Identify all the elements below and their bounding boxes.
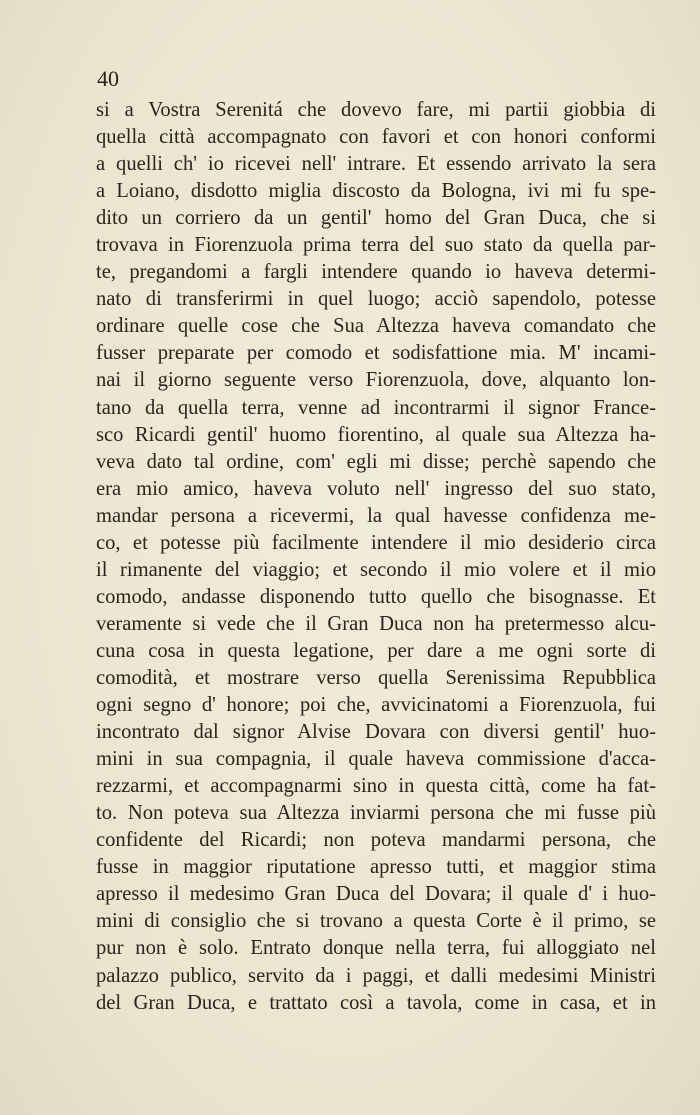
text-line: comodo, andasse disponendo tutto quello che bisognasse. Et bbox=[96, 585, 656, 608]
text-line: apresso il medesimo Gran Duca del Dovara; il quale d' i huo- bbox=[96, 883, 656, 906]
text-line: del Gran Duca, e trattato così a tavola, come in casa, et in bbox=[96, 991, 656, 1014]
text-line: a quelli ch' io ricevei nell' intrare. Et essendo arrivato la sera bbox=[96, 153, 656, 176]
text-line: incontrato dal signor Alvise Dovara con diversi gentil' huo- bbox=[96, 721, 656, 744]
text-line: trovava in Fiorenzuola prima terra del suo stato da quella par- bbox=[96, 234, 656, 257]
text-line: nato di transferirmi in quel luogo; acciò sapendolo, potesse bbox=[96, 288, 656, 311]
text-line: fusse in maggior riputatione apresso tutti, et maggior stima bbox=[96, 856, 656, 879]
text-line: veva dato tal ordine, com' egli mi disse; perchè sapendo che bbox=[96, 450, 656, 473]
text-line: rezzarmi, et accompagnarmi sino in questa città, come ha fat- bbox=[96, 775, 656, 798]
body-text bbox=[96, 97, 656, 1017]
text-line: sco Ricardi gentil' huomo fiorentino, al quale sua Altezza ha- bbox=[96, 423, 656, 446]
text-line: ogni segno d' honore; poi che, avvicinatomi a Fiorenzuola, fui bbox=[96, 694, 656, 717]
text-line: comodità, et mostrare verso quella Serenissima Repubblica bbox=[96, 666, 656, 689]
text-line: to. Non poteva sua Altezza inviarmi persona che mi fusse più bbox=[96, 802, 656, 825]
page-number: 40 bbox=[97, 66, 119, 91]
text-line: mini in sua compagnia, il quale haveva commissione d'acca- bbox=[96, 748, 656, 771]
text-line: era mio amico, haveva voluto nell' ingresso del suo stato, bbox=[96, 477, 656, 500]
text-line: cuna cosa in questa legatione, per dare a me ogni sorte di bbox=[96, 639, 656, 662]
text-line: confidente del Ricardi; non poteva mandarmi persona, che bbox=[96, 829, 656, 852]
text-line: ordinare quelle cose che Sua Altezza haveva comandato che bbox=[96, 315, 656, 338]
text-line: fusser preparate per comodo et sodisfattione mia. M' incami- bbox=[96, 342, 656, 365]
text-line: quella città accompagnato con favori et con honori conformi bbox=[96, 126, 656, 149]
text-line: mini di consiglio che si trovano a questa Corte è il primo, se bbox=[96, 910, 656, 933]
text-line: tano da quella terra, venne ad incontrarmi il signor France- bbox=[96, 396, 656, 419]
text-line: pur non è solo. Entrato donque nella terra, fui alloggiato nel bbox=[96, 937, 656, 960]
text-line: te, pregandomi a fargli intendere quando io haveva determi- bbox=[96, 261, 656, 284]
text-line: nai il giorno seguente verso Fiorenzuola, dove, alquanto lon- bbox=[96, 369, 656, 392]
text-line: dito un corriero da un gentil' homo del Gran Duca, che si bbox=[96, 207, 656, 230]
text-line: veramente si vede che il Gran Duca non ha pretermesso alcu- bbox=[96, 612, 656, 635]
text-line: si a Vostra Serenitá che dovevo fare, mi partii giobbia di bbox=[96, 99, 656, 121]
text-line: il rimanente del viaggio; et secondo il mio volere et il mio bbox=[96, 558, 656, 581]
text-line: mandar persona a ricevermi, la qual havesse confidenza me- bbox=[96, 504, 656, 527]
text-line: a Loiano, disdotto miglia discosto da Bologna, ivi mi fu spe- bbox=[96, 180, 656, 203]
text-line: co, et potesse più facilmente intendere il mio desiderio circa bbox=[96, 531, 656, 554]
text-line: palazzo publico, servito da i paggi, et dalli medesimi Ministri bbox=[96, 964, 656, 987]
